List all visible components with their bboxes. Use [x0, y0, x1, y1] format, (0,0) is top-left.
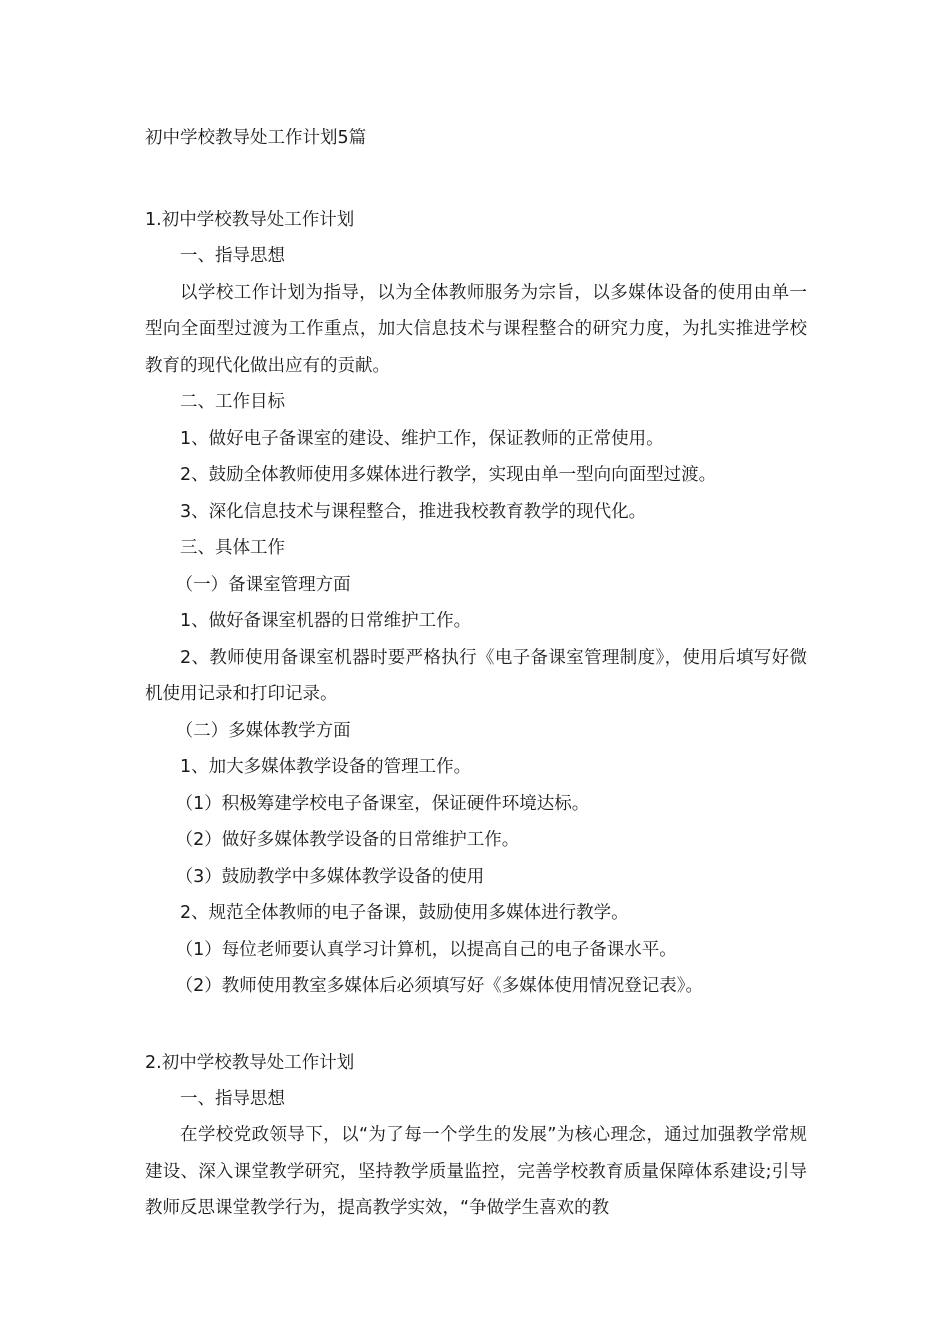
- subheading: （一）备课室管理方面: [175, 574, 351, 595]
- list-item: 2、教师使用备课室机器时要严格执行《电子备课室管理制度》，使用后填写好微机使用记录和打印记录。: [145, 647, 807, 704]
- list-item: 1、做好电子备课室的建设、维护工作，保证教师的正常使用。: [180, 428, 664, 449]
- subheading: 二、工作目标: [180, 392, 285, 412]
- body-paragraph: 在学校党政领导下，以“为了每一个学生的发展”为核心理念，通过加强教学常规建设、深入课堂教学研究，坚持教学质量监控，完善学校教育质量保障体系建设;引导教师反思课堂教学行为，提高教学实效，“争做学生喜欢的教: [145, 1125, 807, 1218]
- list-item: （2）教师使用教室多媒体后必须填写好《多媒体使用情况登记表》。: [175, 976, 704, 996]
- subheading: （二）多媒体教学方面: [175, 720, 351, 741]
- section-1: [145, 202, 807, 1005]
- list-item: 3、深化信息技术与课程整合，推进我校教育教学的现代化。: [180, 501, 647, 522]
- spacer: [145, 1005, 807, 1045]
- section-2: [145, 1045, 807, 1227]
- spacer: [145, 158, 807, 202]
- section-heading: 1.初中学校教导处工作计划: [145, 210, 355, 230]
- list-item: 2、规范全体教师的电子备课，鼓励使用多媒体进行教学。: [180, 903, 629, 923]
- document-body: [145, 122, 807, 1227]
- subheading: 一、指导思想: [180, 1088, 285, 1109]
- list-item: （1）每位老师要认真学习计算机，以提高自己的电子备课水平。: [175, 939, 677, 960]
- list-item: 2、鼓励全体教师使用多媒体进行教学，实现由单一型向向面型过渡。: [180, 465, 717, 485]
- section-heading: 2.初中学校教导处工作计划: [145, 1052, 355, 1073]
- list-item: （3）鼓励教学中多媒体教学设备的使用: [175, 866, 485, 887]
- subheading: 三、具体工作: [180, 538, 285, 558]
- list-item: 1、加大多媒体教学设备的管理工作。: [180, 757, 472, 777]
- list-item: 1、做好备课室机器的日常维护工作。: [180, 611, 472, 631]
- subheading: 一、指导思想: [180, 246, 285, 266]
- list-item: （2）做好多媒体教学设备的日常维护工作。: [175, 830, 520, 850]
- document-title: 初中学校教导处工作计划5篇: [145, 128, 367, 148]
- list-item: （1）积极筹建学校电子备课室，保证硬件环境达标。: [175, 793, 590, 814]
- body-paragraph: 以学校工作计划为指导，以为全体教师服务为宗旨，以多媒体设备的使用由单一型向全面型过渡为工作重点，加大信息技术与课程整合的研究力度，为扎实推进学校教育的现代化做出应有的贡献。: [145, 282, 807, 376]
